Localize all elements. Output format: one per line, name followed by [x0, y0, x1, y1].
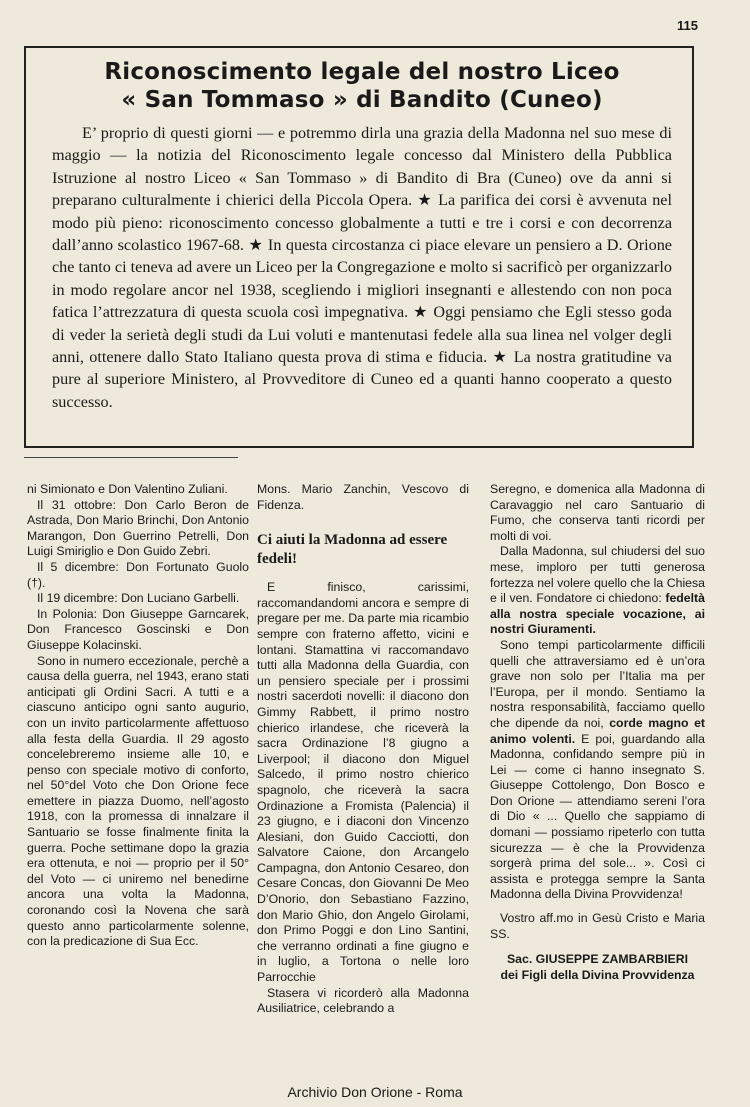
text-run: Dalla Madonna, sul chiudersi del suo mese, imploro per tutti generosa fortezza nel volere quello che la Chiesa e il ven. Fondatore ci chiedono:: [490, 544, 705, 606]
column-2: [257, 482, 469, 1017]
paragraph: Seregno, e domenica alla Madonna di Caravaggio nel caro Santuario di Fumo, che conserva tanti ricordi per molti di voi.: [490, 482, 705, 543]
text-run: E poi, guardando alla Madonna, confidando sempre più in Lei — come ci hanno insegnato S. Giuseppe Cottolengo, Don Bosco e Don Orione — attendiamo sereni l’ora di Dio « ... Quello che sappiamo di domani — possiamo ripeterlo con tutta sicurezza — è che la Provvidenza sorgerà prima del sole... ». Così ci assista e protegga sempre la Santa Madonna della Divina Provvidenza!: [490, 731, 705, 902]
paragraph: Mons. Mario Zanchin, Vescovo di Fidenza.: [257, 482, 469, 512]
section-heading: Ci aiuti la Madonna ad essere fedeli!: [257, 532, 448, 568]
divider-rule: [24, 457, 238, 458]
paragraph: [490, 638, 705, 903]
emphasis: fedeltà alla nostra speciale vocazione, ai nostri Giuramenti.: [490, 591, 705, 637]
title-line-2: « San Tommaso » di Bandito (Cuneo): [121, 87, 603, 113]
paragraph: Il 19 dicembre: Don Luciano Garbelli.: [37, 591, 240, 606]
title-line-1: Riconoscimento legale del nostro Liceo: [104, 59, 620, 85]
paragraph: Il 31 ottobre: Don Carlo Beron de Astrada, Don Mario Brinchi, Don Antonio Marangon, Don Guerrino Petrelli, Don Luigi Smiriglio e Don Guido Zebri.: [27, 497, 249, 559]
archive-footer: Archivio Don Orione - Roma: [287, 1084, 463, 1100]
paragraph: E finisco, carissimi, raccomandandomi ancora e sempre di pregare per me. Da parte mia ricambio sempre con fraterno affetto, vicini e lontani. Stamattina vi raccomandavo tutti alla Madonna della Guardia, con un pensiero speciale per i prossimi nostri sacerdoti novelli: il diacono don Gimmy Rabbett, il primo nostro chierico irlandese, che riceverà la sacra Ordinazione l’8 giugno a Liverpool; il diacono don Miguel Salcedo, il primo nostro chierico spagnolo, che riceverà la sacra Ordinazione a Fromista (Palencia) il 23 giugno, e i diaconi don Vincenzo Alesiani, don Guido Cacciotti, don Salvatore Caione, don Arcangelo Campagna, don Antonio Cesareo, don Cesare Concas, don Giovanni De Meo D’Onorio, don Sebastiano Fazzino, don Mario Ghio, don Angelo Girolami, don Primo Poggi e don Lino Santini, che verranno ordinati a fine giugno e in luglio, a Tortona o nelle loro Parrocchie: [257, 580, 469, 985]
paragraph: Il 5 dicembre: Don Fortunato Guolo (†).: [27, 559, 249, 590]
paragraph: ni Simionato e Don Valentino Zuliani.: [27, 482, 228, 496]
signature-name: Sac. GIUSEPPE ZAMBARBIERI: [506, 952, 689, 967]
text-run: Sono tempi particolarmente difficili quelli che attraversiamo ed è un’ora grave non solo per l’Italia ma per l’Europa, per il mondo. Sentiamo la nostra responsabilità, facciamo quello che dipende da noi,: [490, 637, 705, 730]
column-3: [490, 482, 705, 983]
signature-affiliation: dei Figli della Divina Provvidenza: [500, 967, 695, 982]
announcement-box: [24, 46, 694, 448]
page-number: 115: [677, 18, 698, 33]
paragraph: In Polonia: Don Giuseppe Garncarek, Don Francesco Goscinski e Don Giuseppe Kolacinski.: [27, 606, 249, 652]
paragraph: Vostro aff.mo in Gesù Cristo e Maria SS.: [490, 911, 705, 941]
column-1: [27, 482, 249, 950]
announcement-text: E’ proprio di questi giorni — e potremmo dirla una grazia della Madonna nel suo mese di maggio — la notizia del Riconoscimento legale concesso dal Ministero della Pubblica Istruzione al nostro Liceo « San Tommaso » di Bandito di Bra (Cuneo) ove da anni si preparano culturalmente i chierici della Piccola Opera. ★ La parifica dei corsi è avvenuta nel modo più pieno: riconoscimento concesso globalmente a tutti e tre i corsi e con decorrenza dall’anno scolastico 1967-68. ★ In questa circostanza ci piace elevare un pensiero a D. Orione che tanto ci teneva ad avere un Liceo per la Congregazione e molto si sacrificò per organizzarlo in modo regolare ancor nel 1938, scegliendo i migliori insegnanti e allestendo con non poca fatica l’attrezzatura di questa scuola così impegnativa. ★ Oggi pensiamo che Egli stesso goda di veder la serietà degli studi da Lui voluti e mantenutasi fedele alla sua linea nel volger degli anni, ottenere dallo Stato Italiano questa prova di stima e fiducia. ★ La nostra gratitudine va pure al superiore Ministero, al Provveditore di Cuneo ed a quanti hanno cooperato a questo successo.: [52, 124, 672, 411]
paragraph: Sono in numero eccezionale, perchè a causa della guerra, nel 1943, erano stati anticipati gli Ordini Sacri. A tutti e a ciascuno anticipo ogni santo augurio, con un invito particolarmente affettuoso alla festa della Guardia. Il 29 agosto concelebreremo insieme alle 10, e penso con speciale motivo di conforto, nel 50°del Voto che Don Orione fece emettere in piazza Duomo, nell’agosto 1918, con la promessa di innalzare il Santuario se fosse finalmente finita la guerra. Poche settimane dopo la grazia era ottenuta, e noi — proprio per il 50° del Voto — ci uniremo nel benedirne ancora una volta la Madonna, coronando così la Novena che sarà questo anno particolarmente solenne, con la predicazione di Sua Ecc.: [27, 653, 249, 949]
emphasis: corde magno et animo volenti.: [490, 715, 706, 746]
paragraph: Stasera vi ricorderò alla Madonna Ausiliatrice, celebrando a: [257, 985, 469, 1016]
paragraph: [490, 544, 705, 638]
announcement-title: [52, 58, 672, 114]
